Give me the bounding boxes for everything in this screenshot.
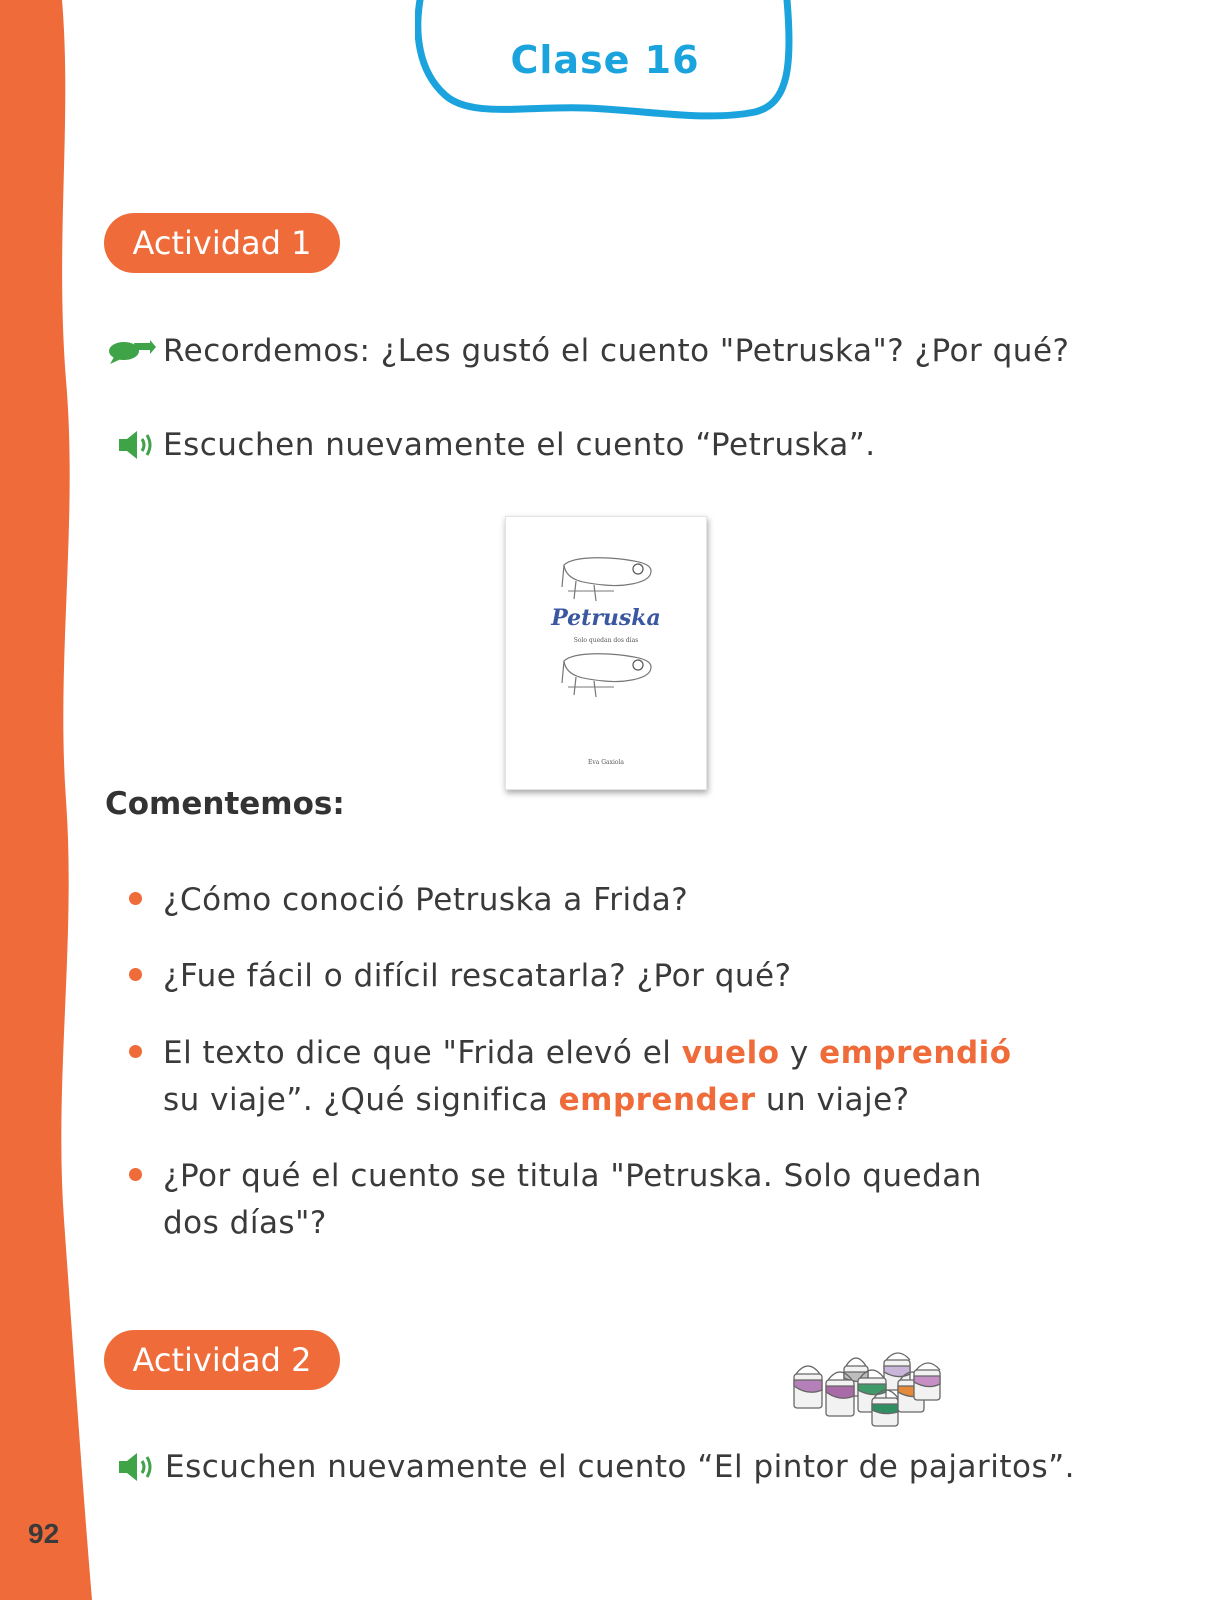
question-4-line-1: ¿Por qué el cuento se titula "Petruska. Solo quedan bbox=[163, 1158, 982, 1194]
recall-question: Recordemos: ¿Les gustó el cuento "Petruska"? ¿Por qué? bbox=[163, 333, 1070, 369]
bullet-dot bbox=[129, 1045, 142, 1058]
question-3-text: un viaje? bbox=[755, 1082, 910, 1118]
sloth-illustration-bottom bbox=[554, 647, 664, 701]
question-3-line-2 bbox=[163, 1080, 910, 1120]
highlight-word-emprender: emprender bbox=[558, 1082, 756, 1118]
activity-2-label: Actividad 2 bbox=[104, 1330, 340, 1390]
bullet-dot bbox=[129, 892, 142, 905]
paint-buckets-icon bbox=[788, 1350, 948, 1430]
highlight-word-vuelo: vuelo bbox=[681, 1035, 780, 1071]
question-3-text: y bbox=[779, 1035, 820, 1071]
speech-bubbles-icon bbox=[106, 338, 156, 366]
question-3-text: El texto dice que "Frida elevó el bbox=[163, 1035, 682, 1071]
book-cover-image bbox=[505, 516, 707, 790]
sloth-illustration-top bbox=[554, 551, 664, 605]
question-3-text: su viaje”. ¿Qué significa bbox=[163, 1082, 559, 1118]
page-number: 92 bbox=[28, 1518, 60, 1549]
activity-1-label: Actividad 1 bbox=[104, 213, 340, 273]
speaker-icon bbox=[117, 428, 157, 462]
question-4-line-2: dos días"? bbox=[163, 1205, 327, 1241]
bullet-dot bbox=[129, 968, 142, 981]
cover-subtitle: Solo quedan dos días bbox=[573, 637, 639, 644]
highlight-word-emprendio: emprendió bbox=[819, 1035, 1012, 1071]
comment-heading: Comentemos: bbox=[105, 786, 345, 822]
speaker-icon bbox=[117, 1450, 157, 1484]
cover-title: Petruska bbox=[551, 605, 661, 631]
question-1: ¿Cómo conoció Petruska a Frida? bbox=[163, 882, 689, 918]
question-3-line-1 bbox=[163, 1033, 1012, 1073]
listen-instruction-2: Escuchen nuevamente el cuento “El pintor de pajaritos”. bbox=[165, 1449, 1076, 1485]
listen-instruction-1: Escuchen nuevamente el cuento “Petruska”. bbox=[163, 427, 876, 463]
class-title: Clase 16 bbox=[510, 38, 700, 82]
cover-author: Eva Gaxiola bbox=[587, 759, 625, 766]
question-2: ¿Fue fácil o difícil rescatarla? ¿Por qué? bbox=[163, 958, 792, 994]
bullet-dot bbox=[129, 1168, 142, 1181]
side-band bbox=[0, 0, 110, 1600]
